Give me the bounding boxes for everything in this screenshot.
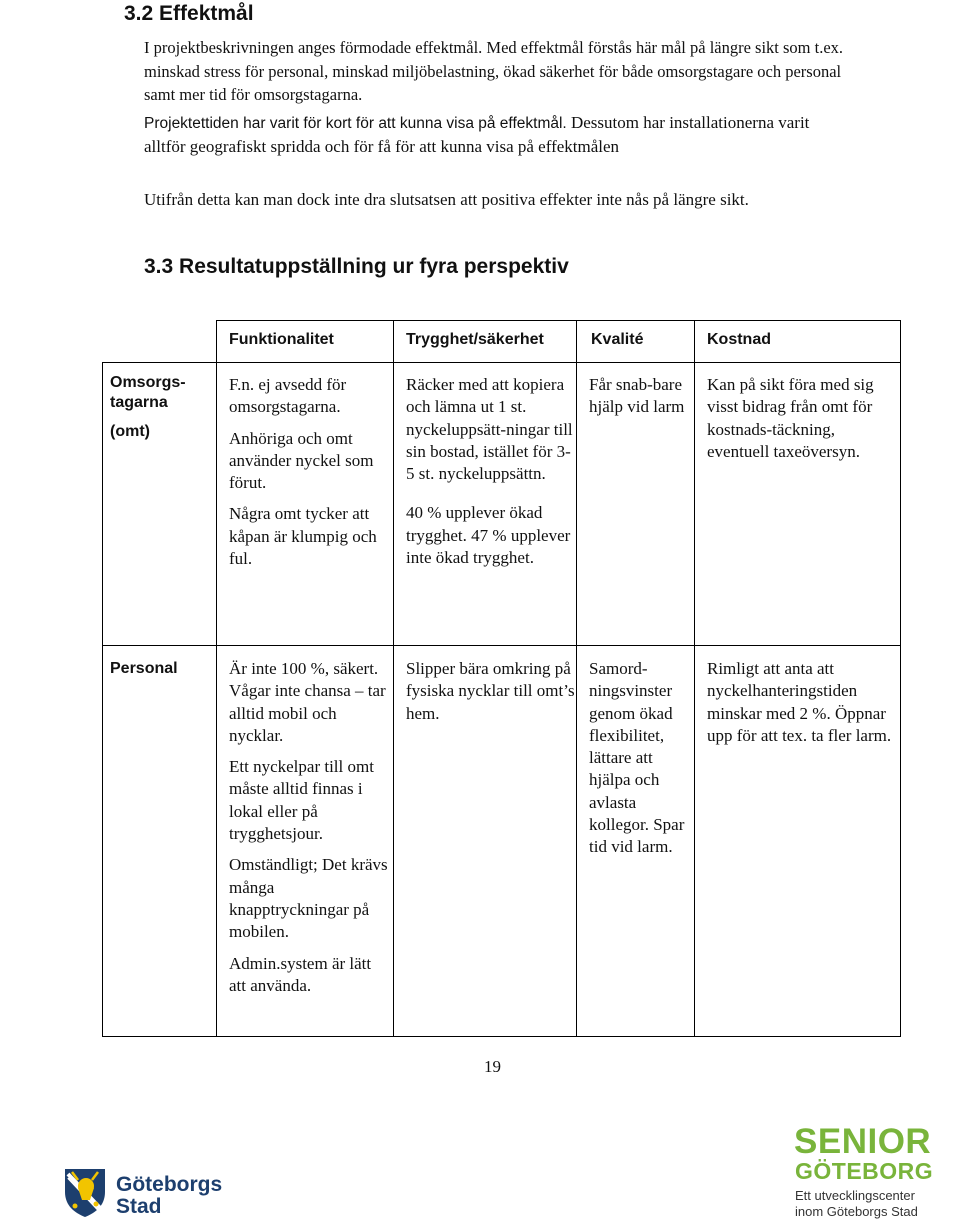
- cell-paragraph: F.n. ej avsedd för omsorgstagarna.: [229, 375, 347, 417]
- cell-paragraph: Några omt tycker att kåpan är klumpig och ful.: [229, 504, 377, 569]
- row-header-omsorgstagarna: [110, 373, 186, 442]
- cell-paragraph: Samord-ningsvinster genom ökad flexibilitet, lättare att hjälpa och avlasta kollegor. Spar tid vid larm.: [589, 659, 685, 857]
- table-header-divider: [102, 362, 901, 363]
- cell-personal-trygghet: [406, 658, 576, 734]
- column-header-funktionalitet: Funktionalitet: [229, 331, 334, 348]
- cell-paragraph: Ett nyckelpar till omt måste alltid finnas i lokal eller på trygghetsjour.: [229, 757, 374, 844]
- table-col-divider-3: [576, 320, 577, 1036]
- row-header-personal: Personal: [110, 660, 178, 677]
- logo-text-senior: SENIOR: [794, 1122, 932, 1161]
- paragraph-projekttid-lead: Projektettiden har varit för kort för att kunna visa på effektmål.: [144, 115, 567, 132]
- row-header-line: (omt): [110, 423, 150, 440]
- cell-personal-kvalite: [589, 658, 689, 868]
- table-col-divider-1: [216, 320, 217, 1036]
- cell-paragraph: Får snab-bare hjälp vid larm: [589, 375, 685, 417]
- paragraph-projekttid-rest: Dessutom har installationerna varit alltför geografiskt spridda och för få för att kunna visa på effektmålen: [144, 113, 810, 156]
- cell-paragraph: Admin.system är lätt att använda.: [229, 953, 372, 995]
- cell-personal-kostnad: [707, 658, 897, 756]
- cell-personal-funktionalitet: [229, 658, 389, 1006]
- cell-paragraph: 40 % upplever ökad trygghet. 47 % upplever inte ökad trygghet.: [406, 503, 571, 568]
- cell-omt-trygghet: [406, 374, 574, 578]
- senior-goteborg-logo: [794, 1124, 954, 1220]
- cell-paragraph: Rimligt att anta att nyckelhanteringstiden minskar med 2 %. Öppnar upp för att tex. ta fler larm.: [707, 659, 892, 745]
- table-col-divider-2: [393, 320, 394, 1036]
- table-left-border: [102, 362, 103, 1036]
- logo-text-goteborgs: Göteborgs: [116, 1173, 223, 1196]
- cell-paragraph: Omständligt; Det krävs många knapptryckningar på mobilen.: [229, 855, 388, 942]
- paragraph-effektmal-intro: I projektbeskrivningen anges förmodade effektmål. Med effektmål förstås här mål på längre sikt som t.ex. minskad stress för personal, minskad miljöbelastning, ökad säkerhet för både omsorgstagare och personal samt mer tid för omsorgstagarna.: [144, 38, 844, 104]
- column-header-kostnad: Kostnad: [707, 331, 771, 348]
- logo-text-stad: Stad: [116, 1195, 162, 1218]
- column-header-trygghet: Trygghet/säkerhet: [406, 331, 544, 348]
- cell-paragraph: Kan på sikt föra med sig visst bidrag från omt för kostnads-täckning, eventuell taxeöversyn.: [707, 375, 874, 461]
- table-top-border: [216, 320, 901, 321]
- cell-omt-kvalite: [589, 374, 687, 428]
- coat-of-arms-icon: [62, 1166, 108, 1218]
- table-row-divider: [102, 645, 901, 646]
- logo-tagline-1: Ett utvecklingscenter: [795, 1188, 915, 1203]
- heading-3-3: 3.3 Resultatuppställning ur fyra perspektiv: [144, 255, 569, 278]
- page-number: 19: [484, 1057, 501, 1076]
- cell-omt-kostnad: [707, 374, 892, 472]
- cell-paragraph: Räcker med att kopiera och lämna ut 1 st. nyckeluppsätt-ningar till sin bostad, istället för 3-5 st. nyckeluppsättn.: [406, 375, 573, 484]
- cell-paragraph: Slipper bära omkring på fysiska nycklar till omt’s hem.: [406, 659, 575, 723]
- column-header-kvalite: Kvalité: [591, 331, 644, 348]
- row-header-line: tagarna: [110, 394, 168, 411]
- row-header-line: Omsorgs-: [110, 374, 186, 391]
- paragraph-utifran: Utifrån detta kan man dock inte dra slutsatsen att positiva effekter inte nås på längre sikt.: [144, 190, 749, 209]
- logo-tagline-2: inom Göteborgs Stad: [795, 1204, 918, 1219]
- cell-omt-funktionalitet: [229, 374, 389, 579]
- goteborgs-stad-logo: [62, 1166, 223, 1218]
- logo-text-goteborg: GÖTEBORG: [795, 1158, 934, 1184]
- heading-3-2: 3.2 Effektmål: [124, 2, 254, 25]
- table-right-border: [900, 320, 901, 1036]
- paragraph-projekttid: [144, 112, 844, 158]
- cell-paragraph: Anhöriga och omt använder nyckel som förut.: [229, 428, 374, 493]
- table-bottom-border: [102, 1036, 901, 1037]
- cell-paragraph: Är inte 100 %, säkert. Vågar inte chansa – tar alltid mobil och nycklar.: [229, 659, 386, 745]
- table-col-divider-4: [694, 320, 695, 1036]
